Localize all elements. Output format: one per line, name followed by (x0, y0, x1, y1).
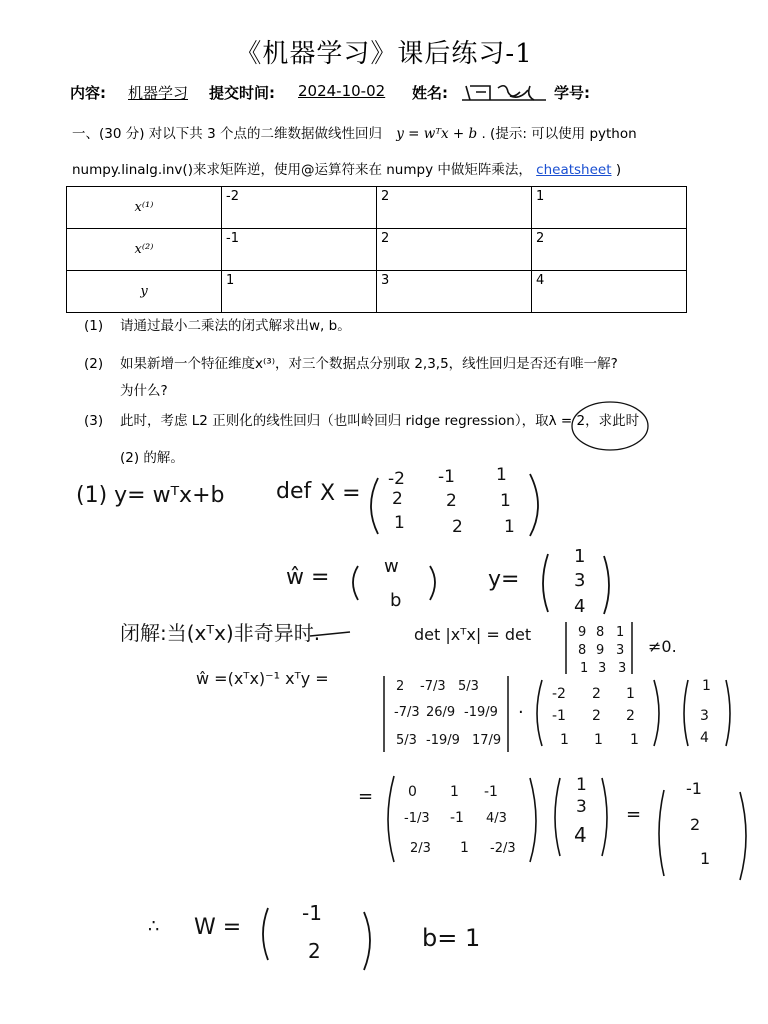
matrix-cell: 2 (626, 708, 635, 724)
matrix-cell: 1 (630, 732, 639, 748)
paren (543, 554, 548, 612)
vector-cell: 1 (576, 775, 587, 795)
matrix-cell: 1 (450, 784, 459, 800)
row-header: x⁽¹⁾ (67, 187, 222, 229)
hw-therefore: ∴ (148, 916, 160, 937)
matrix-cell: 2 (452, 517, 463, 537)
hw-def-label: def (276, 479, 312, 504)
row-header: y (67, 271, 222, 313)
paren (726, 680, 730, 746)
matrix-cell: 1 (594, 732, 603, 748)
vector-cell: b (390, 590, 402, 611)
matrix-cell: 8 (578, 643, 587, 658)
paren (555, 778, 560, 856)
paren (604, 556, 609, 614)
table-cell: 2 (532, 229, 687, 271)
table-cell: 2 (377, 229, 532, 271)
content-value: 机器学习 (128, 84, 189, 102)
matrix-cell: 2 (446, 491, 457, 511)
matrix-cell: -1/3 (404, 811, 430, 826)
cheatsheet-link[interactable]: cheatsheet (536, 162, 612, 178)
matrix-cell: 17/9 (472, 733, 502, 748)
matrix-cell: -19/9 (464, 705, 498, 720)
matrix-cell: -2 (552, 686, 566, 702)
subquestion-text: (2) 的解。 (120, 450, 184, 466)
hw-equals: = (358, 786, 374, 807)
content-label: 内容: (70, 84, 106, 102)
matrix-cell: 9 (578, 625, 587, 640)
vector-cell: w (384, 556, 399, 577)
vector-cell: 3 (700, 708, 709, 724)
table-cell: -2 (222, 187, 377, 229)
matrix-cell: 1 (504, 517, 515, 537)
hw-w-result-label: W = (194, 915, 242, 940)
matrix-cell: 2 (592, 708, 601, 724)
matrix-cell: 1 (500, 491, 511, 511)
paren (263, 908, 268, 960)
paren (602, 778, 607, 856)
paren (371, 478, 378, 534)
question-suffix: . (提示: 可以使用 python (481, 126, 637, 142)
subquestion-number: (2) (84, 356, 104, 372)
question-formula: y = wᵀx + b (396, 126, 478, 142)
subquestion-text: 为什么? (120, 383, 168, 399)
hw-closed-form-label: 闭解:当(xᵀx)非奇异时. (120, 621, 321, 645)
subquestion-number: (1) (84, 318, 104, 334)
table-cell: 3 (377, 271, 532, 313)
matrix-cell: 2 (392, 489, 403, 509)
matrix-cell: 5/3 (458, 679, 479, 694)
paren (537, 680, 542, 746)
matrix-cell: 1 (560, 732, 569, 748)
matrix-cell: 9 (596, 643, 605, 658)
matrix-cell: -2 (388, 469, 405, 489)
row-header: x⁽²⁾ (67, 229, 222, 271)
lambda-circle-annotation (572, 402, 648, 450)
matrix-cell: 3 (598, 661, 607, 676)
matrix-cell: -1 (438, 467, 455, 487)
hw-dot: · (518, 702, 524, 723)
paren (654, 680, 659, 746)
subquestion-text: 请通过最小二乘法的闭式解求出w, b。 (120, 318, 351, 334)
hw-equals: = (626, 804, 642, 825)
paren (659, 790, 664, 876)
matrix-cell: 4/3 (486, 811, 507, 826)
matrix-cell: -2/3 (490, 841, 516, 856)
table-cell: 1 (532, 187, 687, 229)
subquestion-text: 如果新增一个特征维度x⁽³⁾，对三个数据点分别取 2,3,5，线性回归是否还有唯一解? (120, 356, 618, 372)
hw-det-text: det |xᵀx| = det (414, 625, 532, 644)
matrix-cell: 2/3 (410, 841, 431, 856)
hw-x-label: X = (320, 481, 361, 506)
matrix-cell: -1 (450, 810, 464, 826)
signature-scribble (462, 86, 546, 100)
matrix-cell: 5/3 (396, 733, 417, 748)
matrix-cell: 8 (596, 625, 605, 640)
name-label: 姓名: (412, 84, 448, 102)
hw-y-label: y= (488, 567, 520, 592)
hw-model-equation: (1) y= wᵀx+b (76, 483, 225, 508)
paren (353, 566, 358, 600)
matrix-cell: 1 (616, 625, 625, 640)
hw-det-result: ≠0. (648, 637, 677, 656)
vector-cell: 3 (574, 570, 586, 591)
question-prefix: 一、(30 分) 对以下共 3 个点的二维数据做线性回归 (72, 126, 382, 142)
matrix-cell: -1 (552, 708, 566, 724)
matrix-cell: 2 (396, 679, 405, 694)
matrix-cell: 0 (408, 784, 417, 800)
date-value: 2024-10-02 (298, 82, 386, 100)
matrix-cell: 3 (618, 661, 627, 676)
vector-cell: 4 (574, 596, 586, 617)
matrix-cell: 2 (592, 686, 601, 702)
matrix-cell: 3 (616, 643, 625, 658)
vector-cell: 2 (690, 815, 701, 834)
vector-cell: 1 (574, 546, 586, 567)
matrix-cell: 1 (580, 661, 589, 676)
vector-cell: -1 (686, 779, 702, 798)
page-title: 《机器学习》课后练习-1 (235, 39, 533, 69)
date-label: 提交时间: (209, 84, 275, 102)
question-line2-end: ) (615, 162, 622, 178)
matrix-cell: -7/3 (420, 679, 446, 694)
table-cell: 1 (222, 271, 377, 313)
matrix-cell: -1 (484, 784, 498, 800)
vector-cell: 2 (308, 939, 321, 963)
vector-cell: 4 (574, 823, 587, 847)
hw-w-hat-formula: ŵ =(xᵀx)⁻¹ xᵀy = (196, 669, 329, 688)
matrix-cell: -19/9 (426, 733, 460, 748)
table-cell: 2 (377, 187, 532, 229)
paren (740, 792, 746, 880)
vector-cell: -1 (302, 901, 322, 925)
matrix-cell: 1 (496, 465, 507, 485)
paren (530, 778, 536, 862)
id-label: 学号: (554, 84, 590, 102)
hw-w-hat-label: ŵ = (286, 565, 330, 590)
matrix-cell: 1 (460, 840, 469, 856)
hw-b-result: b= 1 (422, 924, 481, 952)
table-cell: -1 (222, 229, 377, 271)
vector-cell: 4 (700, 730, 709, 746)
matrix-cell: 26/9 (426, 705, 456, 720)
table-cell: 4 (532, 271, 687, 313)
question-line2-text: numpy.linalg.inv()来求矩阵逆，使用@运算符来在 numpy 中做矩阵乘法， (72, 162, 532, 178)
paren (684, 680, 688, 746)
vector-cell: 3 (576, 797, 587, 817)
vector-cell: 1 (702, 678, 711, 694)
matrix-cell: 1 (394, 513, 405, 533)
vector-cell: 1 (700, 849, 711, 868)
matrix-cell: 1 (626, 686, 635, 702)
subquestion-text: 此时，考虑 L2 正则化的线性回归（也叫岭回归 ridge regression），取λ = 2，求此时 (120, 413, 640, 429)
matrix-cell: -7/3 (394, 705, 420, 720)
subquestion-number: (3) (84, 413, 104, 429)
paren (530, 474, 538, 536)
paren (364, 912, 370, 970)
paren (388, 776, 394, 862)
hw-x-matrix (371, 465, 538, 537)
paren (430, 566, 435, 600)
